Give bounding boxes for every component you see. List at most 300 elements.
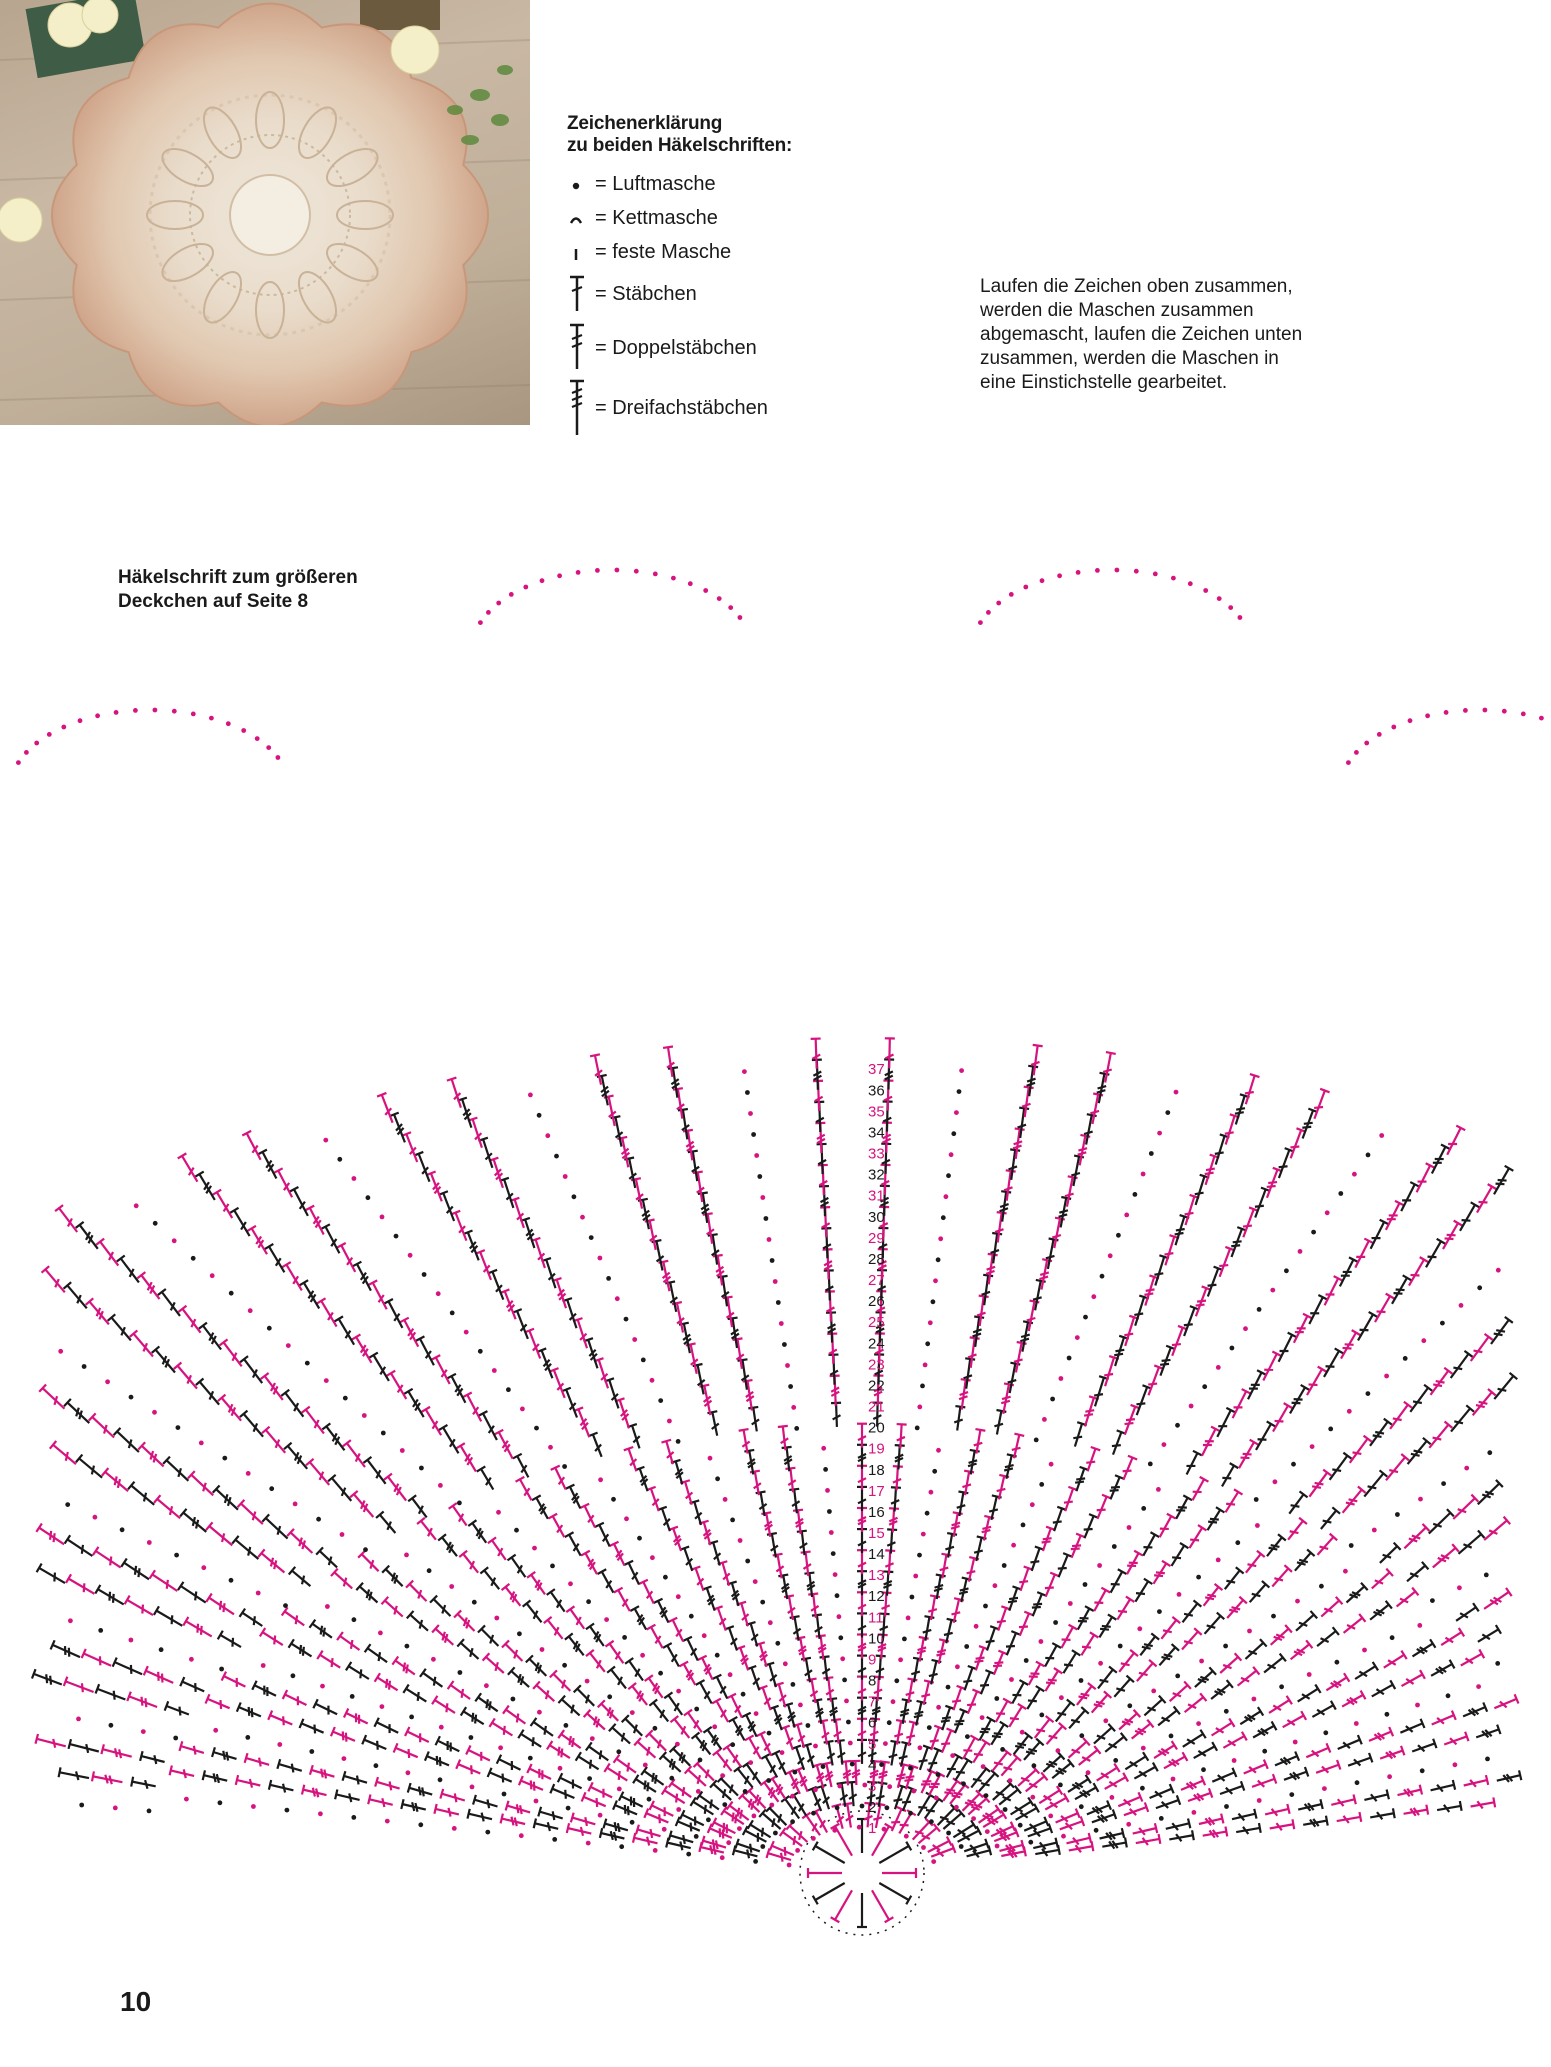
chain-stitch-mark	[923, 1363, 928, 1368]
chain-stitch-mark	[715, 1476, 720, 1481]
chain-stitch-mark	[1126, 1822, 1131, 1827]
stitch-mark	[377, 1093, 397, 1125]
stitch-mark	[76, 1222, 102, 1252]
stitch-mark	[242, 1131, 265, 1162]
round-number-label: 32	[868, 1166, 885, 1184]
stitch-mark	[35, 1734, 67, 1751]
stitch-mark	[449, 1503, 471, 1528]
stitch-mark	[213, 1486, 242, 1514]
chain-stitch-mark	[438, 1777, 443, 1782]
chain-stitch-mark	[537, 1710, 542, 1715]
chain-stitch-mark	[540, 1647, 545, 1652]
stitch-mark	[1298, 1109, 1318, 1141]
chain-stitch-mark	[1083, 1315, 1088, 1320]
stitch-mark	[451, 1211, 471, 1243]
chain-stitch-mark	[266, 745, 271, 750]
stitch-mark	[1410, 1639, 1436, 1660]
stitch-mark	[375, 1673, 401, 1694]
stitch-mark	[479, 1411, 502, 1442]
chain-stitch-mark	[825, 1488, 830, 1493]
chain-stitch-mark	[585, 1679, 590, 1684]
chain-stitch-mark	[1175, 1423, 1180, 1428]
chain-stitch-mark	[931, 1859, 936, 1864]
chain-stitch-mark	[1430, 1598, 1435, 1603]
stitch-mark	[1443, 1126, 1465, 1157]
stitch-mark	[1396, 1785, 1422, 1800]
stitch-mark	[984, 1254, 998, 1285]
instruction-note: Laufen die Zeichen oben zusammen, werden die Maschen zusammen abgemascht, laufen die Zeichen unten zusammen, werden die Maschen in eine Einstichstelle gearbeitet.	[980, 276, 1303, 393]
stitch-mark	[1352, 1662, 1378, 1683]
chain-stitch-mark	[850, 1762, 855, 1767]
stitch-mark	[439, 1191, 459, 1223]
round-number-label: 4	[868, 1756, 877, 1774]
stitch-mark	[283, 1690, 309, 1710]
chain-stitch-mark	[1097, 1563, 1102, 1568]
chain-stitch-mark	[210, 1273, 215, 1278]
stitch-mark	[343, 1440, 369, 1470]
chain-stitch-mark	[562, 1663, 567, 1668]
stitch-mark	[1242, 1551, 1265, 1576]
stitch-mark	[1101, 1838, 1126, 1852]
stitch-mark	[195, 1172, 219, 1203]
stitch-mark	[628, 1683, 651, 1708]
chain-stitch-mark	[640, 1653, 645, 1658]
chain-stitch-mark	[1284, 1268, 1289, 1273]
chain-stitch-mark	[617, 1787, 622, 1792]
stitch-mark	[300, 1280, 324, 1311]
stitch-mark	[199, 1323, 225, 1353]
stitch-mark	[82, 1649, 113, 1670]
chain-stitch-mark	[199, 1441, 204, 1446]
chain-stitch-mark	[498, 1745, 503, 1750]
stitch-mark	[1264, 1804, 1290, 1819]
chain-stitch-mark	[766, 1778, 771, 1783]
stitch-mark	[506, 1801, 532, 1817]
stitch-mark	[290, 1187, 313, 1218]
chain-stitch-mark	[675, 1742, 680, 1747]
stitch-mark	[42, 1266, 69, 1295]
stitch-mark	[1151, 1741, 1177, 1762]
chain-stitch-mark	[1116, 1233, 1121, 1238]
chain-stitch-mark	[478, 1349, 483, 1354]
chain-stitch-mark	[607, 1694, 612, 1699]
stitch-mark	[265, 1244, 289, 1275]
stitch-mark	[400, 1318, 423, 1349]
chain-stitch-mark	[514, 1528, 519, 1533]
stitch-mark	[1366, 1220, 1388, 1251]
chain-stitch-mark	[16, 760, 21, 765]
round-number-label: 18	[868, 1461, 885, 1479]
stitch-mark	[1425, 1509, 1454, 1537]
stitch-mark	[114, 1428, 143, 1456]
stitch-mark	[1144, 1365, 1164, 1397]
chain-stitch-mark	[523, 585, 528, 590]
chain-stitch-mark	[925, 1341, 930, 1346]
stitch-mark	[786, 1822, 810, 1846]
chain-stitch-mark	[1079, 1804, 1084, 1809]
chain-stitch-mark	[624, 1516, 629, 1521]
chain-stitch-mark	[662, 1827, 667, 1832]
chain-stitch-mark	[1496, 1268, 1501, 1273]
chain-stitch-mark	[1349, 1543, 1354, 1548]
chain-stitch-mark	[821, 1446, 826, 1451]
chain-stitch-mark	[1440, 1321, 1445, 1326]
chain-stitch-mark	[1335, 1660, 1340, 1665]
stitch-mark	[1326, 1453, 1352, 1483]
stitch-mark	[1200, 1584, 1223, 1609]
chain-stitch-mark	[1270, 1288, 1275, 1293]
stitch-mark	[988, 1749, 1011, 1774]
chart-caption-line1: Häkelschrift zum größeren	[118, 567, 358, 588]
chain-stitch-mark	[340, 1532, 345, 1537]
stitch-mark	[1399, 1670, 1425, 1690]
chain-stitch-mark	[351, 1815, 356, 1820]
chain-stitch-mark	[563, 1174, 568, 1179]
chain-stitch-mark	[726, 1840, 731, 1845]
chain-stitch-mark	[129, 1395, 134, 1400]
chain-stitch-mark	[957, 1089, 962, 1094]
stitch-mark	[988, 1233, 1002, 1264]
chain-stitch-mark	[457, 1501, 462, 1506]
chain-stitch-mark	[436, 1291, 441, 1296]
legend-row-treble	[567, 319, 927, 377]
stitch-mark	[1456, 1202, 1480, 1233]
stitch-mark	[1426, 1368, 1452, 1398]
chain-stitch-mark	[323, 1138, 328, 1143]
chain-stitch-mark	[832, 1828, 837, 1833]
chain-stitch-mark	[1009, 592, 1014, 597]
chain-stitch-mark	[1311, 1230, 1316, 1235]
stitch-mark	[417, 1518, 440, 1543]
stitch-mark	[1221, 1489, 1242, 1515]
stitch-mark	[998, 1754, 1021, 1779]
chain-stitch-mark	[147, 1809, 152, 1814]
stitch-mark	[461, 1707, 487, 1728]
chain-stitch-mark	[213, 1728, 218, 1733]
chain-stitch-mark	[686, 1852, 691, 1857]
stitch-mark	[1223, 1597, 1246, 1622]
stitch-mark	[1250, 1774, 1276, 1791]
chain-stitch-mark	[1484, 1573, 1489, 1578]
chain-stitch-mark	[283, 1603, 288, 1608]
chain-stitch-mark	[394, 1234, 399, 1239]
stitch-mark	[236, 1775, 262, 1790]
stitch-mark	[531, 1718, 556, 1740]
chain-stitch-mark	[737, 1826, 742, 1831]
stitch-mark	[287, 1529, 316, 1557]
stitch-mark	[1274, 1333, 1296, 1364]
chain-stitch-mark	[738, 615, 743, 620]
stitch-mark	[206, 1594, 237, 1619]
chain-stitch-mark	[1521, 712, 1526, 717]
chain-stitch-mark	[350, 1694, 355, 1699]
stitch-mark	[127, 1692, 159, 1712]
stitch-mark	[1037, 1786, 1063, 1807]
chain-stitch-mark	[534, 1426, 539, 1431]
chain-stitch-mark	[251, 1804, 256, 1809]
stitch-mark	[306, 1459, 333, 1488]
chain-stitch-mark	[954, 1805, 959, 1810]
stitch-mark	[921, 1796, 943, 1821]
stitch-mark	[1320, 1276, 1342, 1307]
chain-stitch-mark	[1091, 1294, 1096, 1299]
stitch-mark	[1132, 1823, 1158, 1838]
stitch-mark	[1378, 1746, 1404, 1763]
stitch-mark	[178, 1153, 202, 1184]
chain-stitch-mark	[955, 1664, 960, 1669]
stitch-mark	[408, 1495, 430, 1520]
stitch-mark	[1266, 1696, 1292, 1717]
chain-stitch-mark	[720, 1773, 725, 1778]
chain-stitch-mark	[1279, 1684, 1284, 1689]
chain-stitch-mark	[537, 1113, 542, 1118]
round-number-label: 37	[868, 1061, 885, 1079]
stitch-mark	[650, 1801, 676, 1821]
chain-stitch-mark	[550, 1564, 555, 1569]
stitch-mark	[430, 1596, 454, 1620]
chain-stitch-mark	[557, 573, 562, 578]
chain-stitch-mark	[1384, 1374, 1389, 1379]
chain-stitch-mark	[793, 1770, 798, 1775]
chain-stitch-mark	[120, 1527, 125, 1532]
stitch-mark	[571, 1813, 597, 1829]
chain-stitch-mark	[611, 1497, 616, 1502]
stitch-mark	[1335, 1257, 1357, 1288]
chain-stitch-mark	[496, 1510, 501, 1515]
legend-label-double: = Stäbchen	[595, 282, 697, 305]
chain-stitch-mark	[776, 1300, 781, 1305]
stitch-mark	[473, 1795, 499, 1811]
stitch-mark	[131, 1777, 156, 1791]
stitch-mark	[282, 1262, 306, 1293]
stitch-mark	[1274, 1148, 1294, 1180]
stitch-mark	[309, 1620, 334, 1642]
stitch-mark	[1210, 1768, 1236, 1787]
chain-stitch-mark	[985, 1829, 990, 1834]
stitch-mark	[970, 1317, 984, 1348]
stitch-mark	[350, 1491, 377, 1520]
chain-stitch-mark	[928, 1320, 933, 1325]
chain-stitch-mark	[1098, 1661, 1103, 1666]
stitch-mark	[1141, 1696, 1166, 1719]
chain-stitch-mark	[925, 1511, 930, 1516]
stitch-mark	[1192, 1667, 1217, 1690]
chain-stitch-mark	[598, 1477, 603, 1482]
chain-stitch-mark	[595, 568, 600, 573]
stitch-mark	[152, 1346, 179, 1375]
chain-stitch-mark	[887, 1784, 892, 1789]
chain-stitch-mark	[400, 1448, 405, 1453]
stitch-mark	[344, 1708, 370, 1728]
chain-stitch-mark	[637, 1536, 642, 1541]
treble-crochet-icon	[567, 319, 591, 377]
stitch-mark	[282, 1607, 307, 1629]
chain-stitch-mark	[1000, 1747, 1005, 1752]
stitch-mark	[1337, 1330, 1361, 1361]
chain-stitch-mark	[779, 1321, 784, 1326]
chain-stitch-mark	[728, 605, 733, 610]
chain-stitch-mark	[767, 1731, 772, 1736]
chain-stitch-mark	[24, 750, 29, 755]
stitch-mark	[1369, 1680, 1395, 1700]
stitch-mark	[96, 1684, 128, 1704]
chain-stitch-mark	[980, 1715, 985, 1720]
chain-stitch-mark	[857, 1825, 862, 1830]
stitch-mark	[1088, 1691, 1111, 1716]
stitch-mark	[448, 1681, 473, 1703]
stitch-mark	[240, 1411, 267, 1440]
chain-stitch-mark	[1364, 741, 1369, 746]
stitch-mark	[230, 1208, 254, 1239]
stitch-mark	[68, 1739, 100, 1756]
chain-stitch-mark	[993, 1583, 998, 1588]
stitch-mark	[1269, 1403, 1293, 1434]
chain-stitch-mark	[936, 1257, 941, 1262]
chain-stitch-mark	[706, 1817, 711, 1822]
chain-stitch-mark	[1112, 1544, 1117, 1549]
chain-stitch-mark	[951, 1131, 956, 1136]
stitch-mark	[1186, 1788, 1212, 1805]
stitch-mark	[975, 1770, 998, 1795]
chain-stitch-mark	[419, 1466, 424, 1471]
chain-stitch-mark	[409, 1715, 414, 1720]
chain-stitch-mark	[791, 1405, 796, 1410]
stitch-mark	[537, 1348, 557, 1380]
stitch-mark	[1203, 1267, 1223, 1299]
chain-stitch-mark	[492, 1368, 497, 1373]
chain-stitch-mark	[1157, 1609, 1162, 1614]
chain-stitch-mark	[316, 1517, 321, 1522]
chain-stitch-mark	[971, 1816, 976, 1821]
stitch-mark	[317, 1651, 343, 1672]
chain-stitch-mark	[1379, 1133, 1384, 1138]
chain-stitch-mark	[882, 1827, 887, 1832]
stitch-mark	[1330, 1794, 1356, 1809]
stitch-mark	[1360, 1470, 1387, 1499]
stitch-mark	[260, 1628, 286, 1649]
chain-stitch-mark	[1057, 573, 1062, 578]
stitch-mark	[36, 1524, 67, 1549]
chain-stitch-mark	[219, 1667, 224, 1672]
chain-stitch-mark	[256, 1591, 261, 1596]
stitch-mark	[996, 1786, 1021, 1809]
stitch-mark	[1065, 1707, 1088, 1732]
chain-stitch-mark	[1346, 760, 1351, 765]
stitch-mark	[1406, 1385, 1432, 1415]
chain-stitch-mark	[552, 1837, 557, 1842]
chain-stitch-mark	[1216, 1365, 1221, 1370]
stitch-mark	[1475, 1625, 1501, 1646]
stitch-mark	[507, 1555, 529, 1580]
stitch-mark	[1244, 1370, 1266, 1401]
stitch-mark	[1148, 1784, 1174, 1803]
stitch-mark	[1289, 1314, 1311, 1345]
stitch-mark	[1166, 1681, 1191, 1704]
stitch-mark	[940, 1809, 965, 1832]
chain-stitch-mark	[342, 1756, 347, 1761]
chain-stitch-mark	[1323, 1730, 1328, 1735]
stitch-mark	[622, 1715, 646, 1739]
chain-stitch-mark	[938, 1236, 943, 1241]
stitch-mark	[1015, 1108, 1029, 1139]
stitch-mark	[1455, 1530, 1484, 1557]
chain-stitch-mark	[1247, 1629, 1252, 1634]
stitch-mark	[1336, 1735, 1362, 1754]
stitch-mark	[519, 1776, 545, 1795]
chain-stitch-mark	[1202, 1384, 1207, 1389]
stitch-mark	[1280, 1711, 1306, 1731]
chain-stitch-mark	[1395, 1512, 1400, 1517]
chain-stitch-mark	[643, 1763, 648, 1768]
slip-stitch-arc-icon	[567, 201, 591, 235]
stitch-mark	[566, 1606, 588, 1631]
stitch-mark	[426, 1172, 446, 1204]
stitch-mark	[500, 1289, 520, 1321]
stitch-mark	[1490, 1373, 1517, 1402]
stitch-mark	[203, 1770, 229, 1785]
chain-stitch-mark	[1216, 1558, 1221, 1563]
chain-stitch-mark	[1391, 725, 1396, 730]
stitch-mark	[766, 1805, 790, 1829]
chain-stitch-mark	[174, 1553, 179, 1558]
chain-stitch-mark	[1003, 1807, 1008, 1812]
chain-stitch-mark	[748, 1111, 753, 1116]
chain-stitch-mark	[1141, 1172, 1146, 1177]
chain-stitch-mark	[1028, 1840, 1033, 1845]
chain-stitch-mark	[908, 1766, 913, 1771]
chain-stitch-mark	[983, 1604, 988, 1609]
chain-stitch-mark	[773, 1279, 778, 1284]
chain-stitch-mark	[1355, 1780, 1360, 1785]
chain-stitch-mark	[821, 1764, 826, 1769]
chain-stitch-mark	[133, 708, 138, 713]
chain-stitch-mark	[1058, 1783, 1063, 1788]
chain-stitch-mark	[1328, 1427, 1333, 1432]
chain-stitch-mark	[1034, 1438, 1039, 1443]
stitch-mark	[1286, 1385, 1310, 1416]
stitch-mark	[868, 1888, 894, 1922]
stitch-mark	[1239, 1207, 1259, 1239]
stitch-mark	[154, 1606, 185, 1630]
chain-stitch-mark	[366, 1195, 371, 1200]
stitch-mark	[1381, 1651, 1407, 1672]
stitch-mark	[64, 1677, 96, 1697]
stitch-mark	[1132, 1385, 1152, 1417]
stitch-mark	[268, 1711, 294, 1730]
stitch-mark	[477, 1466, 498, 1492]
chain-stitch-mark	[770, 1258, 775, 1263]
chain-stitch-mark	[153, 1221, 158, 1226]
stitch-mark	[831, 1888, 857, 1922]
stitch-mark	[565, 1633, 588, 1658]
stitch-mark	[1221, 1732, 1247, 1752]
chain-stitch-mark	[694, 1834, 699, 1839]
chain-stitch-mark	[921, 1845, 926, 1850]
stitch-mark	[550, 1670, 574, 1694]
stitch-mark	[483, 1653, 508, 1676]
chain-stitch-mark	[1444, 710, 1449, 715]
stitch-mark	[432, 1625, 457, 1648]
stitch-mark	[382, 1566, 406, 1590]
chain-stitch-mark	[1257, 1307, 1262, 1312]
stitch-mark	[558, 1696, 583, 1719]
stitch-mark	[238, 1500, 267, 1528]
chain-stitch-mark	[996, 601, 1001, 606]
chain-stitch-mark	[647, 1797, 652, 1802]
double-treble-crochet-icon	[567, 377, 591, 439]
stitch-mark	[609, 1724, 634, 1747]
stitch-mark	[382, 1597, 407, 1620]
